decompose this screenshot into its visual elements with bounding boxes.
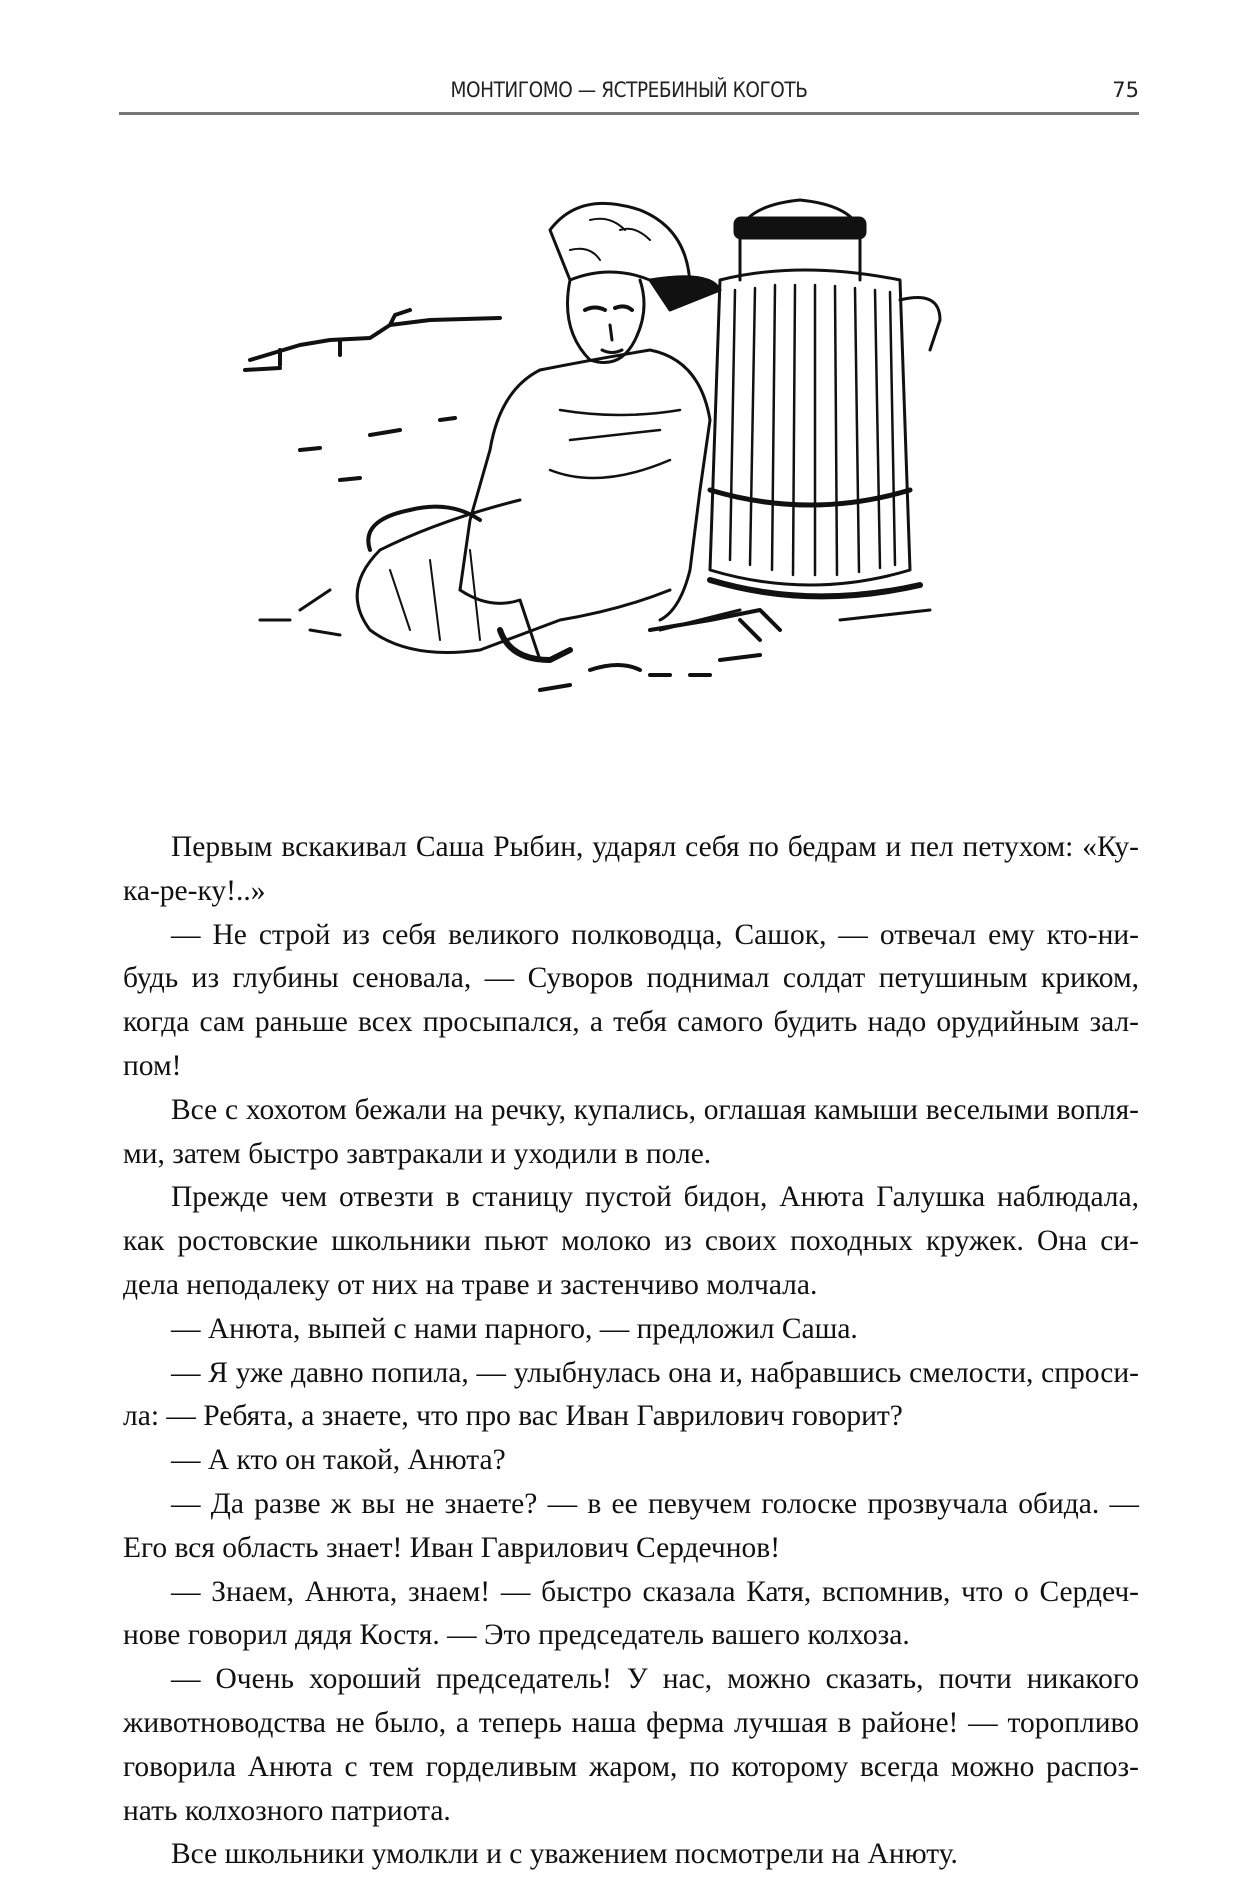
running-header — [119, 78, 1139, 108]
paragraph — [123, 1176, 1139, 1307]
paragraph — [123, 826, 1139, 914]
text-line: будь из глубины сеновала, — Суворов поднимал солдат петушиным криком, — [123, 962, 1139, 995]
text-line: Прежде чем отвезти в станицу пустой бидон, Анюта Галушка наблюдала, — [171, 1181, 1139, 1214]
text-line: — А кто он такой, Анюта? — [171, 1444, 506, 1477]
text-line: Его вся область знает! Иван Гаврилович Сердечнов! — [123, 1531, 781, 1564]
milk-can — [660, 200, 940, 630]
text-line: ла: — Ребята, а знаете, что про вас Иван Гаврилович говорит? — [123, 1400, 903, 1433]
text-line: нове говорил дядя Костя. — Это председатель вашего колхоза. — [123, 1619, 910, 1652]
paragraph — [123, 1439, 1139, 1483]
text-line: как ростовские школьники пьют молоко из своих походных кружек. Она си- — [123, 1225, 1139, 1258]
paragraph — [123, 1089, 1139, 1177]
paragraph — [123, 1352, 1139, 1440]
text-line: Первым вскакивал Саша Рыбин, ударял себя по бедрам и пел петухом: «Ку- — [171, 831, 1139, 863]
text-line: пом! — [123, 1049, 182, 1082]
paragraph — [123, 1833, 1139, 1877]
text-line: нать колхозного патриота. — [123, 1794, 451, 1827]
header-rule — [119, 112, 1139, 115]
illustration-girl-with-milk-can-icon — [240, 190, 1030, 800]
text-line: — Знаем, Анюта, знаем! — быстро сказала Катя, вспомнив, что о Сердеч- — [171, 1575, 1139, 1608]
text-line: ми, затем быстро завтракали и уходили в поле. — [123, 1137, 712, 1170]
paragraph — [123, 1308, 1139, 1352]
text-line: дела неподалеку от них на траве и застенчиво молчала. — [123, 1268, 818, 1301]
text-line: Все школьники умолкли и с уважением посмотрели на Анюту. — [171, 1838, 958, 1871]
text-line: — Анюта, выпей с нами парного, — предложил Саша. — [171, 1312, 858, 1345]
page-number: 75 — [1112, 78, 1139, 102]
text-line: говорила Анюта с тем горделивым жаром, по которому всегда можно распоз- — [123, 1750, 1139, 1783]
text-line: — Очень хороший председатель! У нас, можно сказать, почти никакого — [171, 1663, 1139, 1696]
paragraph — [123, 1483, 1139, 1571]
text-line: ка-ре-ку!..» — [123, 874, 266, 907]
text-line: — Я уже давно попила, — улыбнулась она и, набравшись смелости, спроси- — [171, 1356, 1139, 1389]
paragraph — [123, 1658, 1139, 1833]
distant-houses — [245, 310, 500, 370]
running-title: МОНТИГОМО — ЯСТРЕБИНЫЙ КОГОТЬ — [450, 78, 808, 102]
text-line: животноводства не было, а теперь наша ферма лучшая в районе! — торопливо — [123, 1706, 1139, 1739]
paragraph — [123, 1571, 1139, 1659]
text-line: Все с хохотом бежали на речку, купались, оглашая камыши веселыми вопля- — [171, 1093, 1139, 1126]
paragraph — [123, 914, 1139, 1089]
girl-figure — [260, 203, 780, 660]
text-line: — Не строй из себя великого полководца, Сашок, — отвечал ему кто-ни- — [171, 918, 1139, 951]
text-line: — Да разве ж вы не знаете? — в ее певучем голоске прозвучала обида. — — [171, 1487, 1139, 1520]
body-text — [123, 826, 1139, 1877]
text-line: когда сам раньше всех просыпался, а тебя самого будить надо орудийным зал- — [123, 1006, 1139, 1039]
